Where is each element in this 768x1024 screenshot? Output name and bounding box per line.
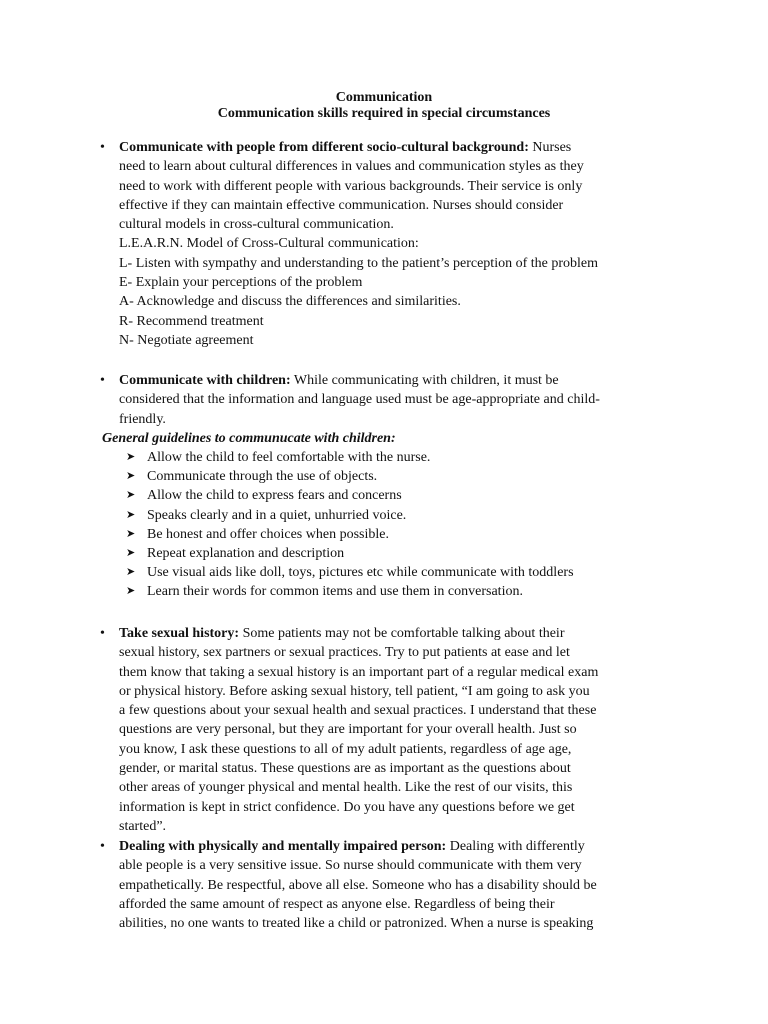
paragraph-line: Dealing with differently: [446, 839, 585, 854]
list-item: ➤ Use visual aids like doll, toys, pictures etc while communicate with toddlers: [126, 563, 574, 582]
section-heading: Communicate with children:: [119, 373, 291, 388]
paragraph-line: E- Explain your perceptions of the problem: [119, 275, 363, 291]
arrow-icon: ➤: [126, 470, 136, 483]
list-item: ➤ Communicate through the use of objects.: [126, 467, 574, 486]
paragraph-line: considered that the information and language used must be age-appropriate and child-: [119, 392, 600, 408]
bullet-marker: •: [100, 626, 105, 641]
bullet-marker: •: [100, 140, 105, 155]
page-title: Communication: [335, 90, 433, 105]
paragraph-line: abilities, no one wants to treated like a child or patronized. When a nurse is speaking: [119, 916, 594, 932]
paragraph-line: R- Recommend treatment: [119, 313, 264, 329]
section-cultural: [119, 138, 659, 350]
list-item: ➤ Allow the child to feel comfortable with the nurse.: [126, 448, 574, 467]
paragraph-line: A- Acknowledge and discuss the differences and similarities.: [119, 294, 461, 310]
paragraph-line: N- Negotiate agreement: [119, 332, 254, 348]
list-item: ➤ Repeat explanation and description: [126, 544, 574, 563]
paragraph-line: other areas of younger physical and mental health. Like the rest of our visits, this: [119, 780, 573, 796]
section-impaired: [119, 837, 659, 933]
arrow-icon: ➤: [126, 508, 136, 521]
paragraph-line: started”.: [119, 818, 167, 834]
paragraph-line: a few questions about your sexual health and sexual practices. I understand that these: [119, 703, 597, 719]
arrow-icon: ➤: [126, 585, 136, 598]
section-heading: Take sexual history:: [119, 626, 240, 641]
page-subtitle: Communication skills required in special circumstances: [217, 106, 551, 121]
paragraph-line: you know, I ask these questions to all of my adult patients, regardless of age age,: [119, 741, 572, 757]
paragraph-line: While communicating with children, it must be: [290, 373, 559, 388]
arrow-icon: ➤: [126, 566, 136, 579]
paragraph-line: effective if they can maintain effective communication. Nurses should consider: [119, 197, 564, 213]
list-item: ➤ Allow the child to express fears and concerns: [126, 486, 574, 505]
paragraph-line: Nurses: [528, 140, 572, 155]
paragraph-line: cultural models in cross-cultural communication.: [119, 217, 394, 233]
arrow-icon: ➤: [126, 451, 136, 463]
list-item: ➤ Speaks clearly and in a quiet, unhurried voice.: [126, 506, 574, 525]
list-item: ➤ Be honest and offer choices when possible.: [126, 525, 574, 544]
section-heading: Communicate with people from different socio-cultural background:: [119, 140, 529, 155]
paragraph-line: gender, or marital status. These questions are as important as the questions about: [119, 761, 571, 777]
paragraph-line: afforded the same amount of respect as anyone else. Regardless of being their: [119, 896, 555, 912]
paragraph-line: L- Listen with sympathy and understanding to the patient’s perception of the problem: [119, 255, 599, 271]
paragraph-line: need to learn about cultural differences in values and communication styles as they: [119, 159, 584, 175]
section-sexual-history: [119, 624, 659, 836]
paragraph-line: Some patients may not be comfortable talking about their: [239, 626, 565, 641]
paragraph-line: friendly.: [119, 411, 166, 427]
arrow-icon: ➤: [126, 527, 136, 540]
paragraph-line: empathetically. Be respectful, above all else. Someone who has a disability should be: [119, 877, 597, 893]
paragraph-line: sexual history, sex partners or sexual practices. Try to put patients at ease and let: [119, 645, 570, 661]
paragraph-line: need to work with different people with various backgrounds. Their service is only: [119, 178, 583, 194]
arrow-icon: ➤: [126, 547, 136, 560]
section-children: [119, 371, 659, 429]
bullet-marker: •: [100, 373, 105, 388]
paragraph-line: L.E.A.R.N. Model of Cross-Cultural communication:: [119, 236, 419, 252]
section-heading: Dealing with physically and mentally impaired person:: [119, 839, 447, 854]
bullet-marker: •: [100, 839, 105, 854]
guidelines-list: [126, 448, 574, 602]
paragraph-line: information is kept in strict confidence. Do you have any questions before we get: [119, 799, 575, 815]
list-item: ➤ Learn their words for common items and use them in conversation.: [126, 582, 574, 601]
arrow-icon: ➤: [126, 489, 136, 502]
guidelines-heading: General guidelines to communucate with children:: [102, 431, 396, 446]
paragraph-line: or physical history. Before asking sexual history, tell patient, “I am going to ask you: [119, 683, 590, 699]
paragraph-line: them know that taking a sexual history is an important part of a regular medical exam: [119, 664, 599, 680]
paragraph-line: questions are very personal, but they are important for your overall health. Just so: [119, 722, 577, 738]
paragraph-line: able people is a very sensitive issue. So nurse should communicate with them very: [119, 858, 582, 874]
